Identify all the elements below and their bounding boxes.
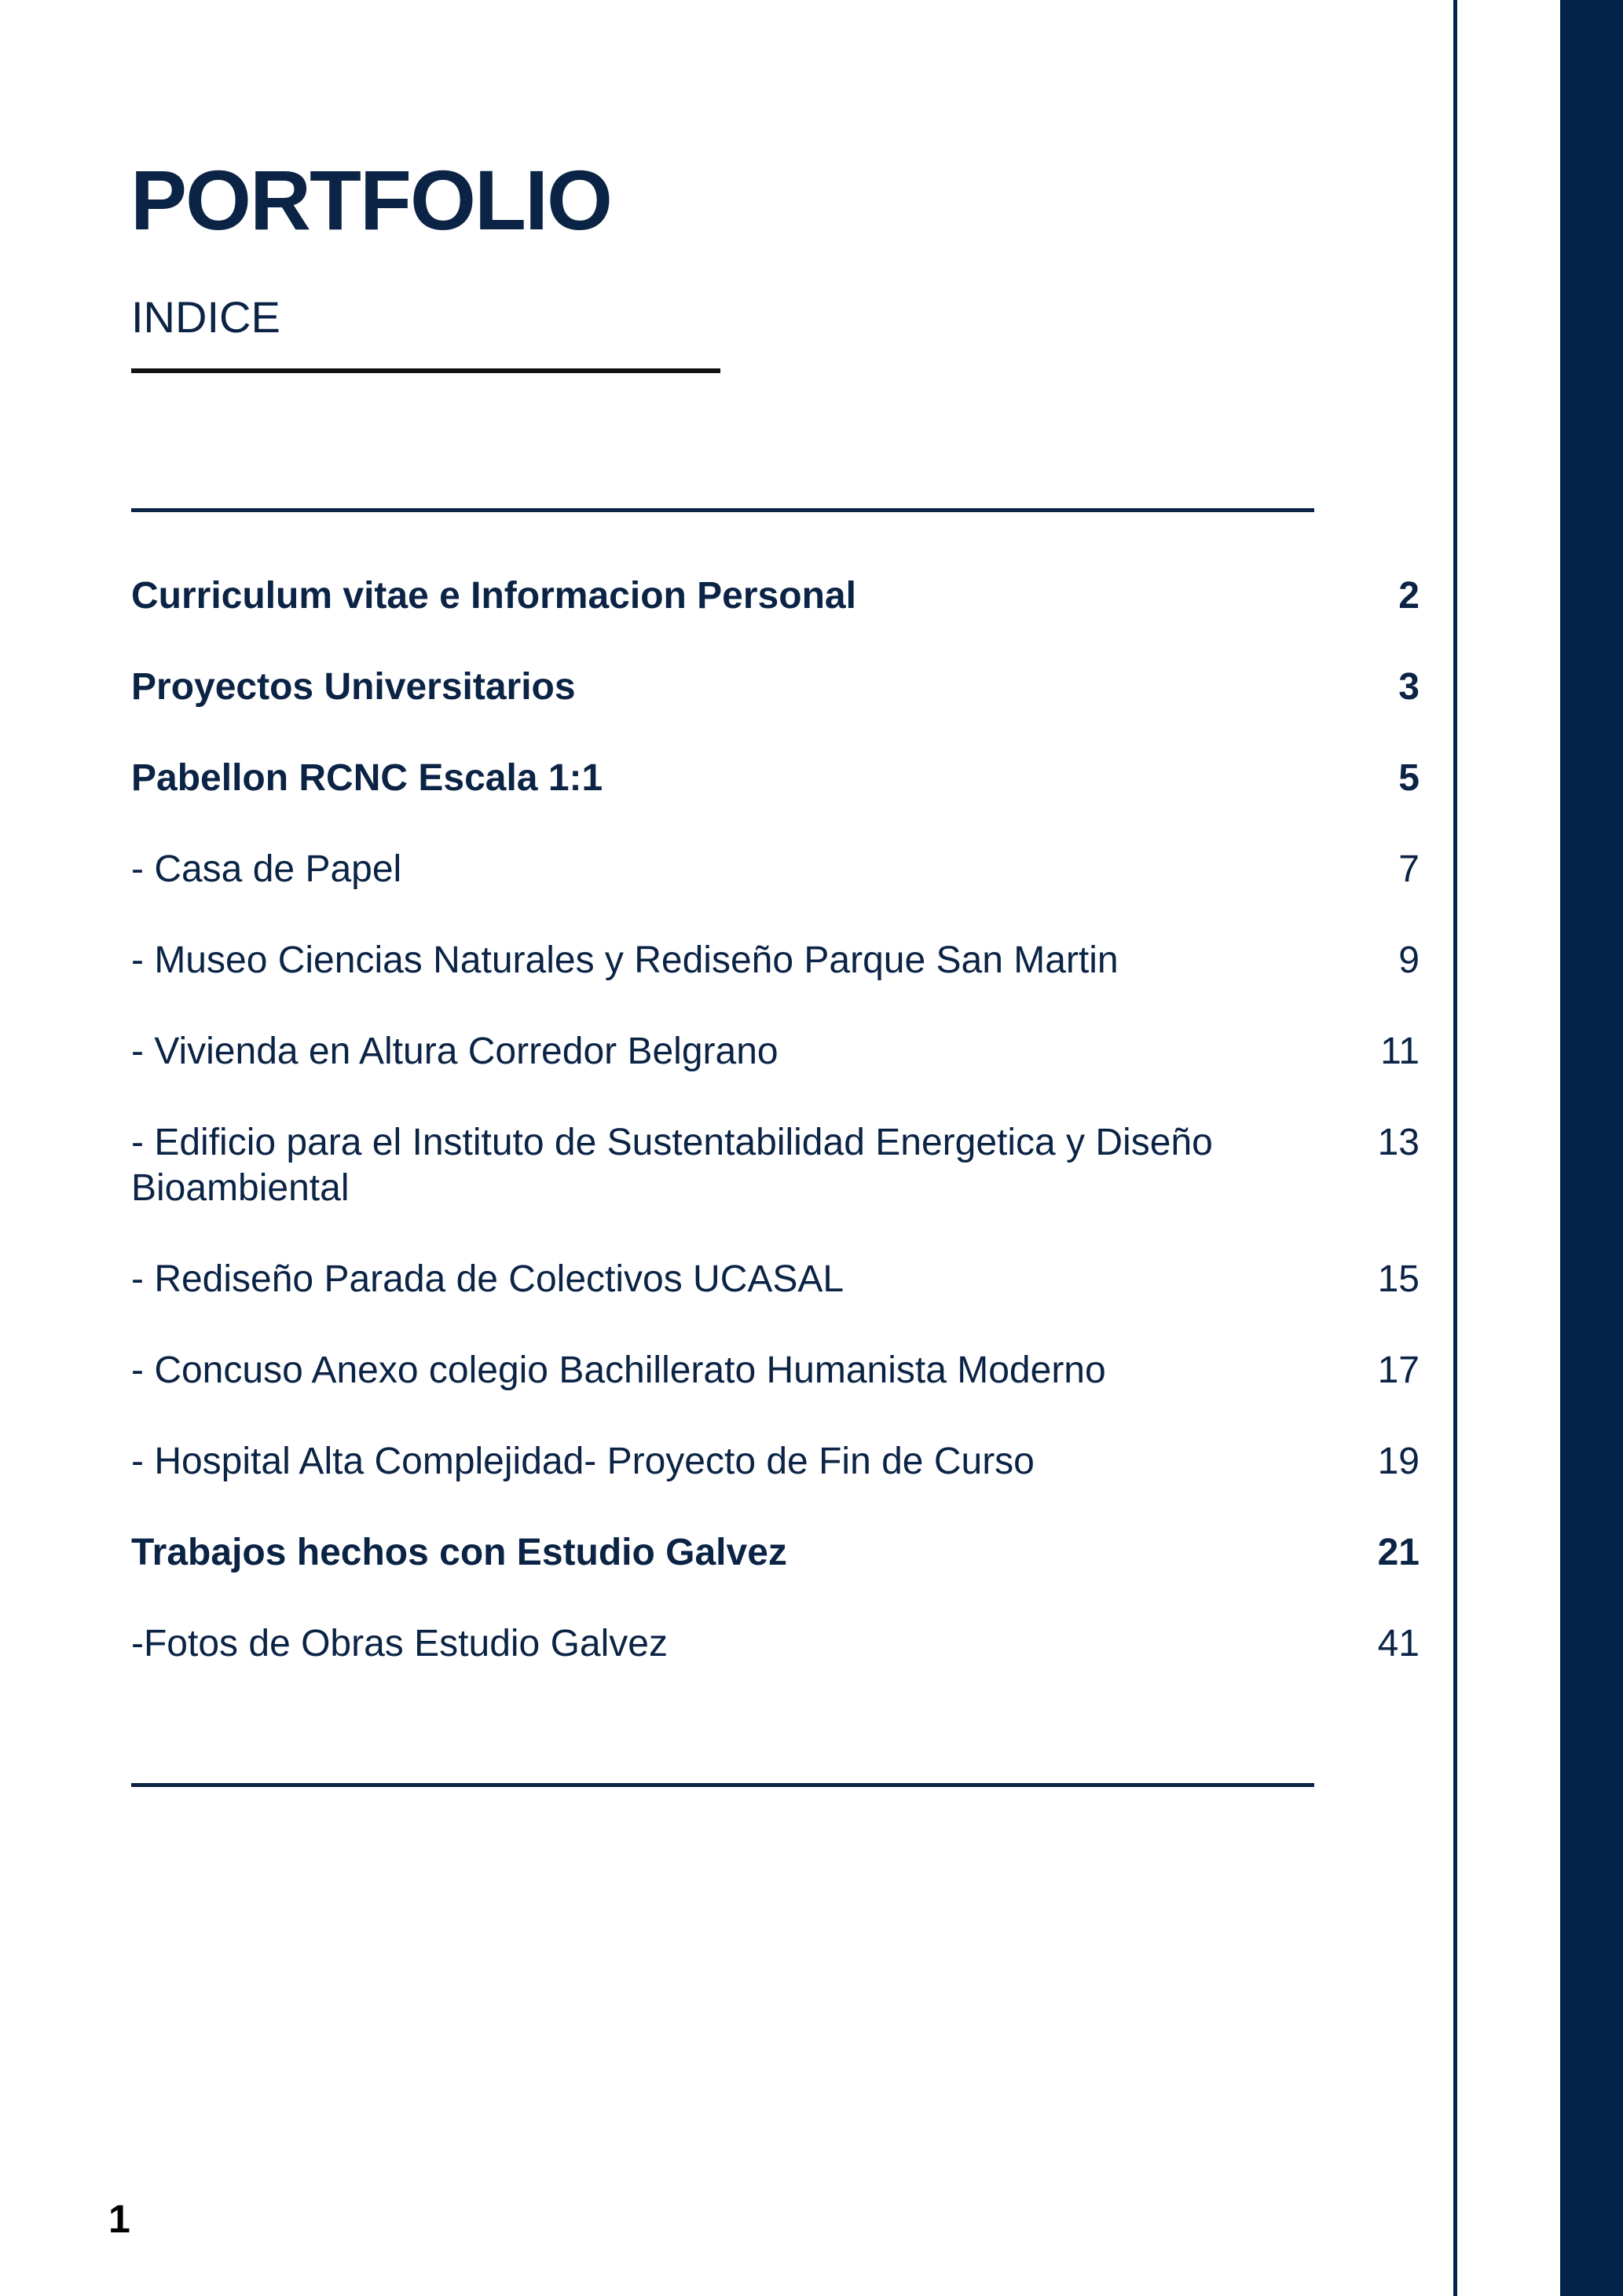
subtitle-underline	[131, 368, 720, 373]
toc-entry-label: -Fotos de Obras Estudio Galvez	[131, 1623, 668, 1664]
toc-entry[interactable]	[131, 1348, 1420, 1393]
toc-entry-page: 7	[1398, 848, 1420, 890]
toc-entry-label: - Rediseño Parada de Colectivos UCASAL	[131, 1258, 844, 1300]
toc-entry-page: 11	[1380, 1031, 1420, 1072]
toc-top-rule	[131, 508, 1314, 512]
toc-entry-page: 2	[1398, 575, 1420, 617]
toc-entry-label: - Museo Ciencias Naturales y Rediseño Parque San Martin	[131, 939, 1119, 981]
toc-entry-label: Pabellon RCNC Escala 1:1	[131, 757, 603, 799]
toc-entry[interactable]	[131, 756, 1420, 801]
toc-entry-page: 15	[1377, 1258, 1420, 1300]
page-number: 1	[108, 2197, 130, 2241]
toc-entry-label: - Hospital Alta Complejidad- Proyecto de Fin de Curso	[131, 1441, 1035, 1482]
toc-entry-label: Curriculum vitae e Informacion Personal	[131, 575, 856, 617]
toc-entry[interactable]	[131, 938, 1420, 983]
toc-entry-page: 21	[1377, 1532, 1420, 1573]
toc-entry-page: 17	[1377, 1349, 1420, 1391]
toc-entry[interactable]	[131, 665, 1420, 710]
toc-entry-page: 3	[1398, 666, 1420, 708]
toc-entry-page: 5	[1398, 757, 1420, 799]
side-color-band	[1560, 0, 1623, 2296]
toc-entry-page: 9	[1398, 939, 1420, 981]
toc-entry-label: - Casa de Papel	[131, 848, 402, 890]
toc-entry[interactable]	[131, 1530, 1420, 1576]
toc-entry[interactable]	[131, 1029, 1420, 1075]
toc-entry[interactable]	[131, 847, 1420, 892]
toc-entry-label: - Concuso Anexo colegio Bachillerato Humanista Moderno	[131, 1349, 1106, 1391]
page-title: PORTFOLIO	[130, 152, 611, 247]
vertical-rule	[1453, 0, 1457, 2296]
toc-entry[interactable]	[131, 1621, 1420, 1667]
toc-entry-label: Trabajos hechos con Estudio Galvez	[131, 1532, 787, 1573]
toc-entry[interactable]	[131, 1439, 1420, 1485]
toc-entry[interactable]	[131, 1257, 1420, 1302]
toc-entry[interactable]	[131, 1120, 1420, 1211]
toc-entry-label: - Edificio para el Instituto de Sustentabilidad Energetica y Diseño Bioambiental	[131, 1122, 1213, 1209]
toc-entry[interactable]	[131, 573, 1420, 619]
toc-entry-page: 41	[1377, 1623, 1420, 1664]
toc-bottom-rule	[131, 1783, 1314, 1787]
toc-entry-page: 13	[1377, 1122, 1420, 1163]
toc-entry-page: 19	[1377, 1441, 1420, 1482]
table-of-contents	[131, 573, 1420, 1712]
toc-entry-label: - Vivienda en Altura Corredor Belgrano	[131, 1031, 779, 1072]
toc-entry-label: Proyectos Universitarios	[131, 666, 576, 708]
page-subtitle: INDICE	[131, 292, 280, 342]
